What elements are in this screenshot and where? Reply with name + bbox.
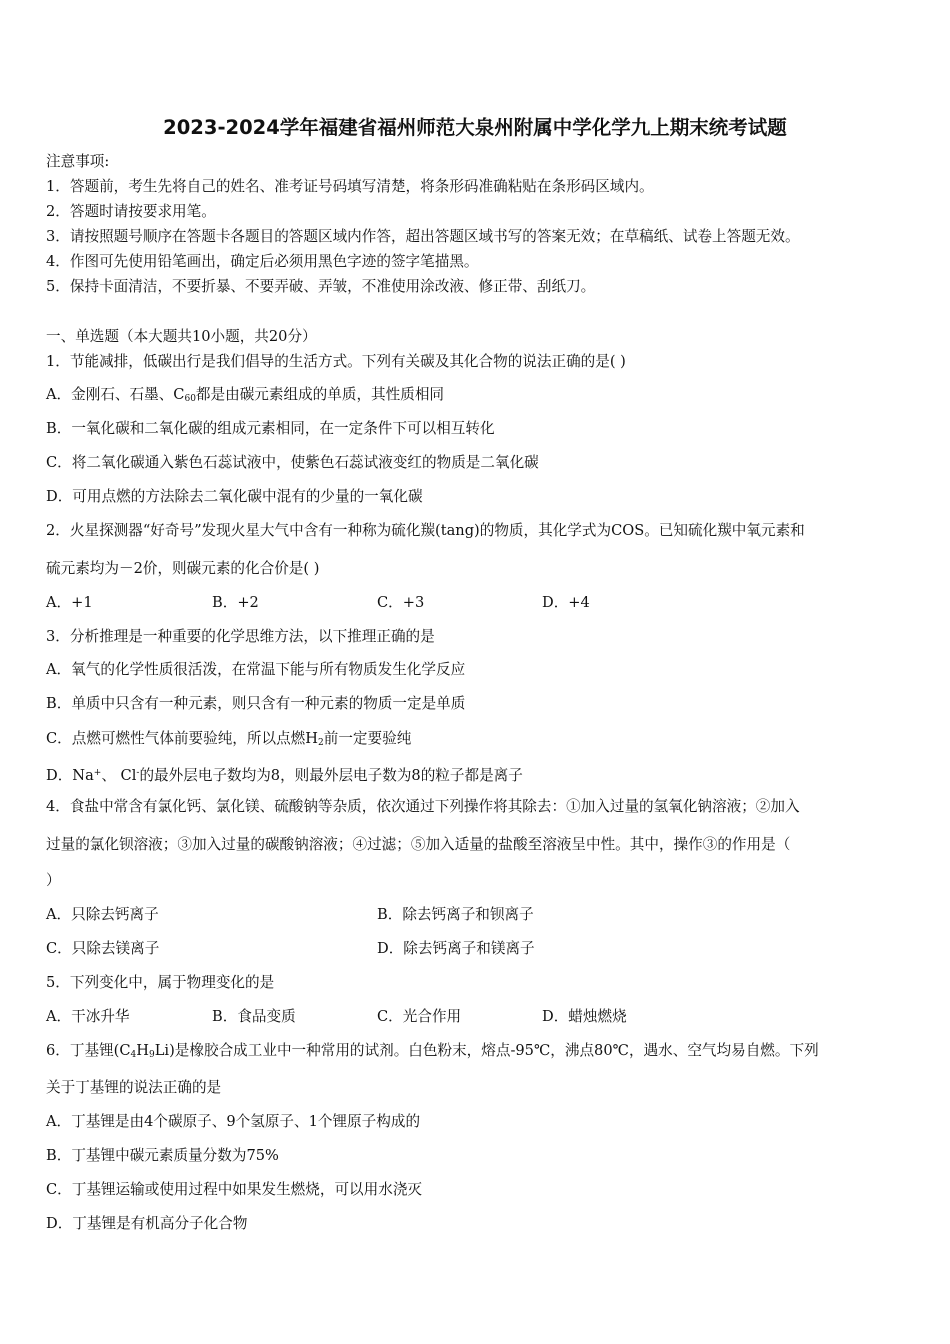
q2-stem-line1: 2．火星探测器“好奇号”发现火星大气中含有一种称为硫化羰(tang)的物质，其化学式为COS。已知硫化羰中氧元素和 [46, 522, 805, 539]
q4-stem-line3: ） [46, 872, 61, 889]
q2-option-a: A．+1 [46, 594, 93, 611]
q1-option-c: C．将二氧化碳通入紫色石蕊试液中，使紫色石蕊试液变红的物质是二氧化碳 [46, 454, 539, 471]
q5-option-d: D．蜡烛燃烧 [542, 1008, 627, 1025]
q3-c-sub: 2 [318, 738, 324, 748]
q3-d-text3: 的最外层电子数均为8，则最外层电子数为8的粒子都是离子 [139, 767, 523, 784]
q2-option-c: C．+3 [377, 594, 425, 611]
q3-option-d [46, 763, 523, 786]
q6-option-b: B．丁基锂中碳元素质量分数为75% [46, 1147, 279, 1164]
q6-stem-text: 6．丁基锂(C [46, 1042, 131, 1059]
q2-option-b: B．+2 [212, 594, 259, 611]
q6-stem-text2: Li)是橡胶合成工业中一种常用的试剂。白色粉末，熔点-95℃，沸点80℃，遇水、空气均易自燃。下列 [154, 1042, 819, 1059]
q3-d-sup1: + [93, 768, 102, 778]
q4-option-d: D．除去钙离子和镁离子 [377, 940, 535, 957]
q1-option-d: D．可用点燃的方法除去二氧化碳中混有的少量的一氧化碳 [46, 488, 423, 505]
q6-option-a: A．丁基锂是由4个碳原子、9个氢原子、1个锂原子构成的 [46, 1113, 421, 1130]
q1-option-b: B．一氧化碳和二氧化碳的组成元素相同，在一定条件下可以相互转化 [46, 420, 495, 437]
q6-stem-line1 [46, 1041, 819, 1065]
q5-stem: 5．下列变化中，属于物理变化的是 [46, 974, 275, 991]
q3-option-a: A．氧气的化学性质很活泼，在常温下能与所有物质发生化学反应 [46, 661, 466, 678]
q1-stem: 1．节能减排，低碳出行是我们倡导的生活方式。下列有关碳及其化合物的说法正确的是( ) [46, 353, 626, 370]
notice-item-5: 5．保持卡面清洁，不要折暴、不要弄破、弄皱，不准使用涂改液、修正带、刮纸刀。 [46, 278, 596, 295]
q1-a-sub: 60 [184, 394, 196, 404]
section-heading: 一、单选题（本大题共10小题，共20分） [46, 328, 317, 345]
q6-option-d: D．丁基锂是有机高分子化合物 [46, 1215, 248, 1232]
q1-a-text2: 都是由碳元素组成的单质，其性质相同 [195, 386, 445, 403]
q1-a-text: A．金刚石、石墨、C [46, 386, 185, 403]
q3-c-text2: 前一定要验纯 [323, 730, 412, 747]
q3-d-text: D．Na [46, 767, 94, 784]
q6-formula-sub2: 9 [149, 1050, 155, 1060]
q5-option-a: A．干冰升华 [46, 1008, 130, 1025]
q4-option-c: C．只除去镁离子 [46, 940, 160, 957]
q3-stem: 3．分析推理是一种重要的化学思维方法，以下推理正确的是 [46, 628, 435, 645]
notice-heading: 注意事项: [46, 153, 110, 170]
q2-option-d: D．+4 [542, 594, 590, 611]
q3-c-text: C．点燃可燃性气体前要验纯，所以点燃H [46, 730, 318, 747]
notice-item-2: 2．答题时请按要求用笔。 [46, 203, 216, 220]
q6-formula-sub1: 4 [130, 1050, 137, 1060]
q3-d-text2: 、 Cl [101, 767, 137, 784]
q5-option-b: B．食品变质 [212, 1008, 296, 1025]
q5-option-c: C．光合作用 [377, 1008, 462, 1025]
q4-stem-line2: 过量的氯化钡溶液；③加入过量的碳酸钠溶液；④过滤；⑤加入适量的盐酸至溶液呈中性。其中，操作③的作用是（ [46, 836, 791, 853]
q4-option-a: A．只除去钙离子 [46, 906, 159, 923]
q4-option-b: B．除去钙离子和钡离子 [377, 906, 534, 923]
q2-stem-line2: 硫元素均为－2价，则碳元素的化合价是( ) [46, 560, 320, 577]
q3-option-b: B．单质中只含有一种元素，则只含有一种元素的物质一定是单质 [46, 695, 466, 712]
page-title: 2023-2024学年福建省福州师范大泉州附属中学化学九上期末统考试题 [163, 116, 787, 139]
q6-stem-line2: 关于丁基锂的说法正确的是 [46, 1079, 222, 1096]
notice-item-4: 4．作图可先使用铅笔画出，确定后必须用黑色字迹的签字笔描黑。 [46, 253, 479, 270]
notice-item-3: 3．请按照题号顺序在答题卡各题目的答题区域内作答，超出答题区域书写的答案无效；在草稿纸、试卷上答题无效。 [46, 228, 800, 245]
q3-option-c [46, 729, 411, 753]
q1-option-a [46, 385, 444, 409]
q6-option-c: C．丁基锂运输或使用过程中如果发生燃烧，可以用水浇灭 [46, 1181, 423, 1198]
q4-stem-line1: 4．食盐中常含有氯化钙、氯化镁、硫酸钠等杂质，依次通过下列操作将其除去：①加入过量的氢氧化钠溶液；②加入 [46, 798, 800, 815]
q6-formula-h: H [136, 1042, 149, 1059]
q3-d-sup2: - [136, 768, 140, 778]
notice-item-1: 1．答题前，考生先将自己的姓名、准考证号码填写清楚，将条形码准确粘贴在条形码区域内。 [46, 178, 654, 195]
